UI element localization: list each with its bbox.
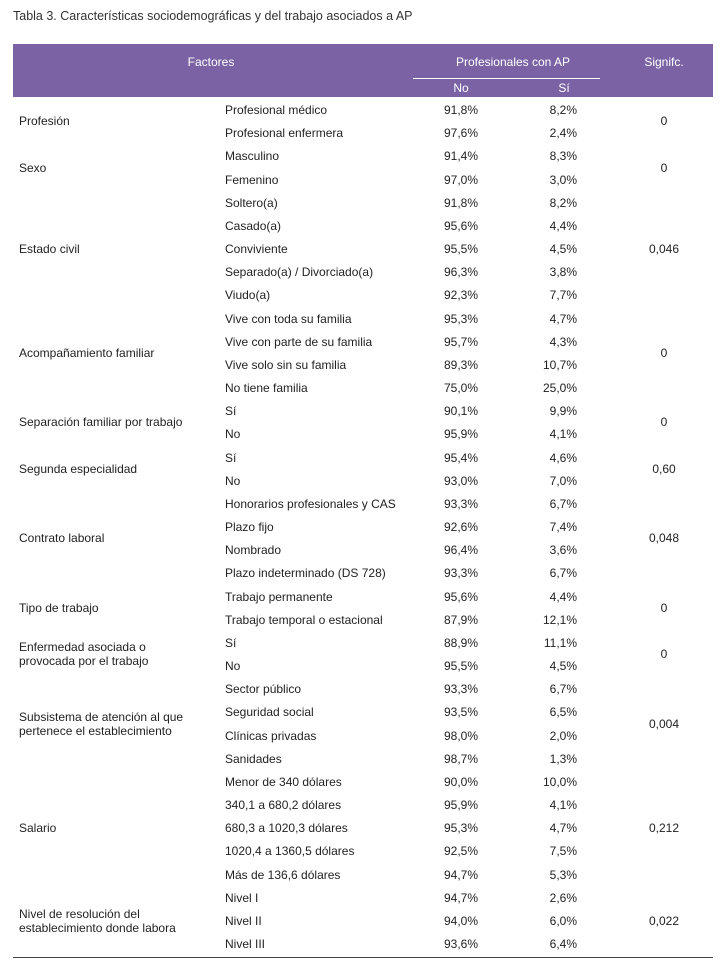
significance-value: 0,046 — [648, 241, 680, 256]
table-row — [13, 886, 713, 909]
row-option: Sí — [225, 450, 237, 465]
row-option: Trabajo temporal o estacional — [225, 612, 383, 627]
significance-value: 0 — [660, 647, 668, 662]
row-value-no: 95,6% — [443, 218, 478, 233]
row-option: No — [225, 659, 241, 674]
row-value-no: 95,9% — [443, 427, 478, 442]
header-signif: Signifc. — [644, 55, 684, 69]
row-value-si: 6,0% — [549, 913, 577, 928]
significance-value: 0 — [660, 345, 668, 360]
row-value-si: 3,8% — [549, 265, 577, 280]
table-row — [13, 307, 713, 330]
row-option: Profesional médico — [225, 103, 328, 117]
table-row — [13, 376, 713, 399]
table-row — [13, 747, 713, 770]
row-option: Sí — [225, 404, 237, 419]
table-caption: Tabla 3. Características sociodemográficas y del trabajo asociados a AP — [13, 9, 413, 23]
table-bottom-rule — [13, 957, 713, 958]
row-value-si: 4,3% — [549, 334, 577, 349]
row-value-si: 6,7% — [549, 566, 577, 581]
factor-label: Enfermedad asociada o provocada por el trabajo — [19, 640, 149, 669]
significance-value: 0,048 — [648, 531, 680, 546]
row-value-si: 8,2% — [549, 103, 577, 117]
row-option: Más de 136,6 dólares — [225, 867, 341, 882]
row-value-no: 95,7% — [443, 334, 478, 349]
significance-value: 0 — [660, 160, 668, 175]
row-value-no: 92,6% — [443, 520, 478, 535]
row-value-si: 2,4% — [549, 126, 577, 141]
row-value-no: 95,6% — [443, 589, 478, 604]
significance-value: 0,022 — [648, 913, 680, 928]
row-value-si: 7,0% — [549, 473, 577, 488]
row-option: No — [225, 473, 241, 488]
significance-value: 0,004 — [648, 716, 680, 731]
row-value-no: 95,9% — [443, 798, 478, 813]
factor-label: Acompañamiento familiar — [19, 345, 155, 360]
row-value-no: 98,7% — [443, 751, 478, 766]
row-value-si: 25,0% — [542, 381, 577, 396]
header-factores: Factores — [187, 55, 235, 69]
row-option: Vive con toda su familia — [225, 311, 352, 326]
row-option: Nivel III — [225, 937, 266, 952]
header-no: No — [453, 81, 469, 95]
row-option: Honorarios profesionales y CAS — [225, 496, 396, 511]
row-option: 1020,4 a 1360,5 dólares — [225, 844, 355, 859]
row-value-no: 95,5% — [443, 659, 478, 674]
header-profesionales: Profesionales con AP — [455, 55, 571, 69]
row-value-no: 91,4% — [443, 149, 478, 164]
row-value-no: 94,7% — [443, 890, 478, 905]
row-value-si: 4,4% — [549, 589, 577, 604]
row-value-si: 2,6% — [549, 890, 577, 905]
row-value-si: 11,1% — [543, 635, 577, 650]
row-value-no: 75,0% — [443, 381, 478, 396]
row-value-si: 4,4% — [549, 218, 577, 233]
table-row — [13, 793, 713, 816]
row-value-no: 97,0% — [443, 172, 478, 187]
header-divider — [413, 78, 600, 79]
row-option: Vive solo sin su familia — [225, 357, 347, 372]
row-value-no: 89,3% — [443, 357, 478, 372]
header-si: Sí — [558, 81, 570, 95]
row-value-si: 4,5% — [549, 659, 577, 674]
row-option: Clínicas privadas — [225, 728, 317, 743]
row-option: Masculino — [225, 149, 280, 164]
row-option: Menor de 340 dólares — [225, 774, 342, 789]
row-value-si: 4,7% — [549, 311, 577, 326]
table-row — [13, 863, 713, 886]
row-value-no: 94,0% — [443, 913, 478, 928]
row-option: Nivel I — [225, 890, 259, 905]
row-value-si: 7,4% — [549, 520, 577, 535]
row-value-no: 96,3% — [443, 265, 478, 280]
row-value-si: 7,7% — [549, 288, 577, 303]
row-value-no: 98,0% — [443, 728, 478, 743]
table-row — [13, 677, 713, 700]
table-row — [13, 492, 713, 515]
row-option: Femenino — [225, 172, 279, 187]
row-option: Nivel II — [225, 913, 262, 928]
factor-label: Separación familiar por trabajo — [19, 415, 183, 430]
table-header — [13, 44, 713, 78]
row-value-no: 90,0% — [443, 774, 478, 789]
row-option: No tiene familia — [225, 381, 308, 396]
row-option: Separado(a) / Divorciado(a) — [225, 265, 374, 280]
factor-label: Contrato laboral — [19, 531, 105, 546]
row-value-si: 4,1% — [549, 798, 577, 813]
row-value-si: 3,0% — [549, 172, 577, 187]
significance-value: 0 — [660, 114, 668, 129]
row-value-no: 93,3% — [443, 566, 478, 581]
row-value-si: 6,7% — [549, 496, 577, 511]
row-value-no: 97,6% — [443, 126, 478, 141]
table-row — [13, 283, 713, 306]
table-row — [13, 839, 713, 862]
row-option: Viudo(a) — [225, 288, 271, 303]
row-option: Plazo fijo — [225, 520, 274, 535]
table-subheader — [13, 78, 713, 97]
row-value-no: 93,3% — [443, 682, 478, 697]
row-value-si: 10,0% — [542, 774, 577, 789]
row-value-no: 92,5% — [443, 844, 478, 859]
row-option: Sector público — [225, 682, 302, 697]
row-value-no: 96,4% — [443, 543, 478, 558]
table-row — [13, 932, 713, 955]
table-row — [13, 191, 713, 214]
row-value-si: 7,5% — [549, 844, 577, 859]
row-value-si: 5,3% — [549, 867, 577, 882]
factor-label: Segunda especialidad — [19, 461, 138, 476]
row-value-no: 93,5% — [443, 705, 478, 720]
significance-value: 0 — [660, 415, 668, 430]
significance-value: 0,60 — [652, 461, 676, 476]
row-value-no: 90,1% — [443, 404, 478, 419]
row-value-si: 3,6% — [549, 543, 577, 558]
row-value-no: 94,7% — [443, 867, 478, 882]
row-value-no: 95,3% — [443, 821, 478, 836]
row-value-si: 12,1% — [542, 612, 577, 627]
row-value-no: 95,4% — [443, 450, 478, 465]
row-option: Profesional enfermera — [225, 126, 344, 141]
significance-value: 0 — [660, 600, 668, 615]
row-value-no: 87,9% — [443, 612, 478, 627]
row-value-si: 6,7% — [549, 682, 577, 697]
factor-label: Sexo — [19, 160, 47, 175]
row-option: 680,3 a 1020,3 dólares — [225, 821, 348, 836]
row-option: Seguridad social — [225, 705, 314, 720]
table-row — [13, 561, 713, 584]
row-value-si: 8,3% — [549, 149, 577, 164]
table-row — [13, 214, 713, 237]
row-value-si: 2,0% — [549, 728, 577, 743]
row-value-no: 95,5% — [443, 242, 478, 257]
row-value-si: 4,6% — [549, 450, 577, 465]
row-value-no: 91,8% — [443, 195, 478, 210]
row-option: Sanidades — [225, 751, 282, 766]
factor-label: Nivel de resolución del establecimiento donde labora — [19, 906, 176, 935]
row-option: Casado(a) — [225, 218, 282, 233]
row-value-si: 4,7% — [549, 821, 577, 836]
significance-value: 0,212 — [648, 820, 680, 835]
factor-label: Tipo de trabajo — [19, 600, 99, 615]
row-value-no: 88,9% — [443, 635, 478, 650]
row-option: Sí — [225, 635, 237, 650]
table-row — [13, 770, 713, 793]
table-row — [13, 260, 713, 283]
row-option: No — [225, 427, 241, 442]
row-value-si: 10,7% — [542, 357, 577, 372]
row-value-si: 4,5% — [549, 242, 577, 257]
row-value-no: 93,0% — [443, 473, 478, 488]
row-value-si: 4,1% — [549, 427, 577, 442]
row-value-si: 8,2% — [549, 195, 577, 210]
factor-label: Estado civil — [19, 241, 80, 256]
row-value-no: 93,3% — [443, 496, 478, 511]
row-value-no: 93,6% — [443, 937, 478, 952]
row-option: Trabajo permanente — [225, 589, 333, 604]
row-value-si: 9,9% — [549, 404, 577, 419]
row-option: Conviviente — [225, 242, 288, 257]
row-option: 340,1 a 680,2 dólares — [225, 798, 342, 813]
factor-label: Profesión — [19, 114, 70, 129]
row-option: Vive con parte de su familia — [225, 334, 373, 349]
factor-label: Subsistema de atención al que pertenece el establecimiento — [19, 709, 184, 738]
row-value-no: 95,3% — [443, 311, 478, 326]
row-option: Nombrado — [225, 543, 282, 558]
row-value-si: 6,5% — [549, 705, 577, 720]
row-option: Soltero(a) — [225, 195, 278, 210]
factor-label: Salario — [19, 820, 57, 835]
row-value-si: 1,3% — [549, 751, 577, 766]
row-value-si: 6,4% — [549, 937, 577, 952]
row-option: Plazo indeterminado (DS 728) — [225, 566, 386, 581]
row-value-no: 91,8% — [443, 103, 478, 117]
row-value-no: 92,3% — [443, 288, 478, 303]
